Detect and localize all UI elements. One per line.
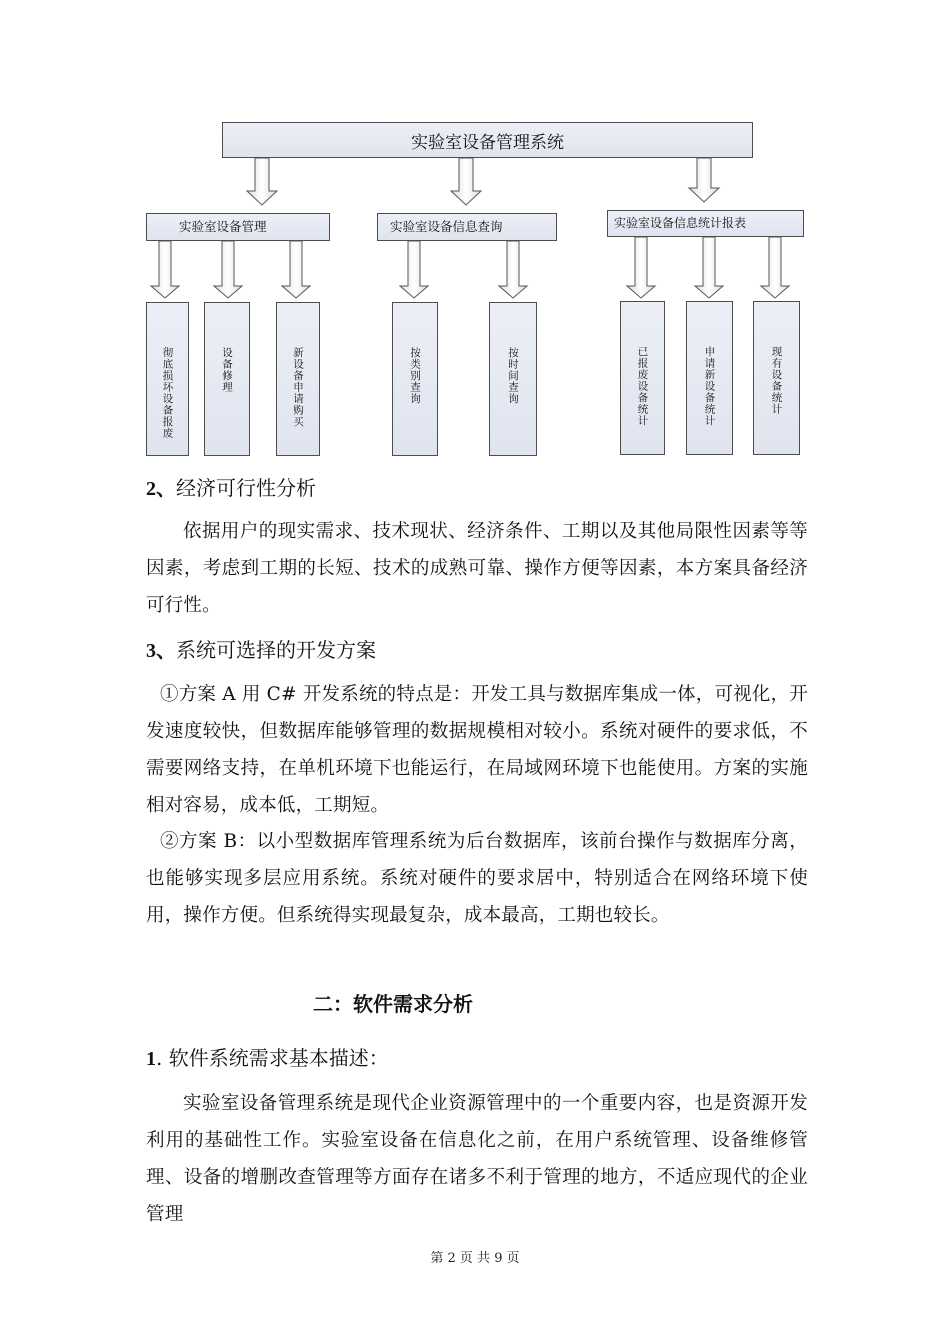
root-node [222,122,753,158]
group-label: 实验室设备信息查询 [390,219,503,234]
group-node-management [146,213,330,241]
leaf-node [489,302,537,456]
paragraph: ②方案 B：以小型数据库管理系统为后台数据库，该前台操作与数据库分离，也能够实现多层应用系统。系统对硬件的要求居中，特别适合在网络环境下使用，操作方便。但系统得实现最复杂，成本最高，工期也较长。 [146,831,808,926]
leaf-label: 按时间查询 [507,347,519,405]
leaf-node [392,302,438,456]
section-title: 经济可行性分析 [176,476,316,500]
page-footer: 第 2 页 共 9 页 [430,1251,520,1266]
section-heading [146,1042,389,1071]
leaf-label: 设备修理 [221,347,233,393]
leaf-label: 新设备申请购买 [292,347,304,428]
section-number: 1 [146,1048,156,1070]
leaf-label: 现有设备统计 [770,346,783,415]
group-node-query [377,213,557,241]
section-heading [146,634,376,663]
down-arrow-icon [400,241,428,298]
group-label: 实验室设备信息统计报表 [614,216,747,230]
system-structure-diagram [0,0,950,470]
section-number: 3、 [146,640,176,662]
down-arrow-icon [627,237,655,298]
section-number: 2、 [146,478,176,500]
section-title: . 软件系统需求基本描述： [156,1046,389,1070]
leaf-node [204,302,250,456]
paragraph: ①方案 A 用 C# 开发系统的特点是：开发工具与数据库集成一体，可视化，开发速度较快，但数据库能够管理的数据规模相对较小。系统对硬件的要求低，不需要网络支持，在单机环境下也能运行，在局域网环境下也能使用。方案的实施相对容易，成本低，工期短。 [146,684,808,816]
group-label: 实验室设备管理 [179,219,267,234]
section-title: 系统可选择的开发方案 [176,638,376,662]
down-arrow-icon [214,241,242,298]
root-label: 实验室设备管理系统 [411,132,564,153]
section-heading [146,472,316,501]
leaf-label: 彻底损坏设备报废 [161,347,174,439]
down-arrow-icon [689,158,719,202]
down-arrow-icon [451,158,481,205]
down-arrow-icon [695,237,723,298]
paragraph: 实验室设备管理系统是现代企业资源管理中的一个重要内容，也是资源开发利用的基础性工作。实验室设备在信息化之前，在用户系统管理、设备维修管理、设备的增删改查管理等方面存在诸多不利于管理的地方，不适应现代的企业管理 [146,1093,808,1225]
leaf-label: 已报废设备统计 [636,346,649,427]
down-arrow-icon [499,241,527,298]
leaf-label: 申请新设备统计 [703,346,716,427]
down-arrow-icon [761,237,789,298]
group-node-statistics [607,210,804,237]
down-arrow-icon [282,241,310,298]
down-arrow-icon [151,241,179,298]
leaf-node [686,301,733,455]
down-arrow-icon [247,158,277,205]
chapter-heading: 二：软件需求分析 [313,992,473,1016]
leaf-node [620,301,665,455]
leaf-node [753,301,800,455]
leaf-node [146,302,189,456]
leaf-label: 按类别查询 [409,347,421,405]
leaf-node [276,302,320,456]
paragraph: 依据用户的现实需求、技术现状、经济条件、工期以及其他局限性因素等等因素，考虑到工期的长短、技术的成熟可靠、操作方便等因素，本方案具备经济可行性。 [146,521,808,616]
